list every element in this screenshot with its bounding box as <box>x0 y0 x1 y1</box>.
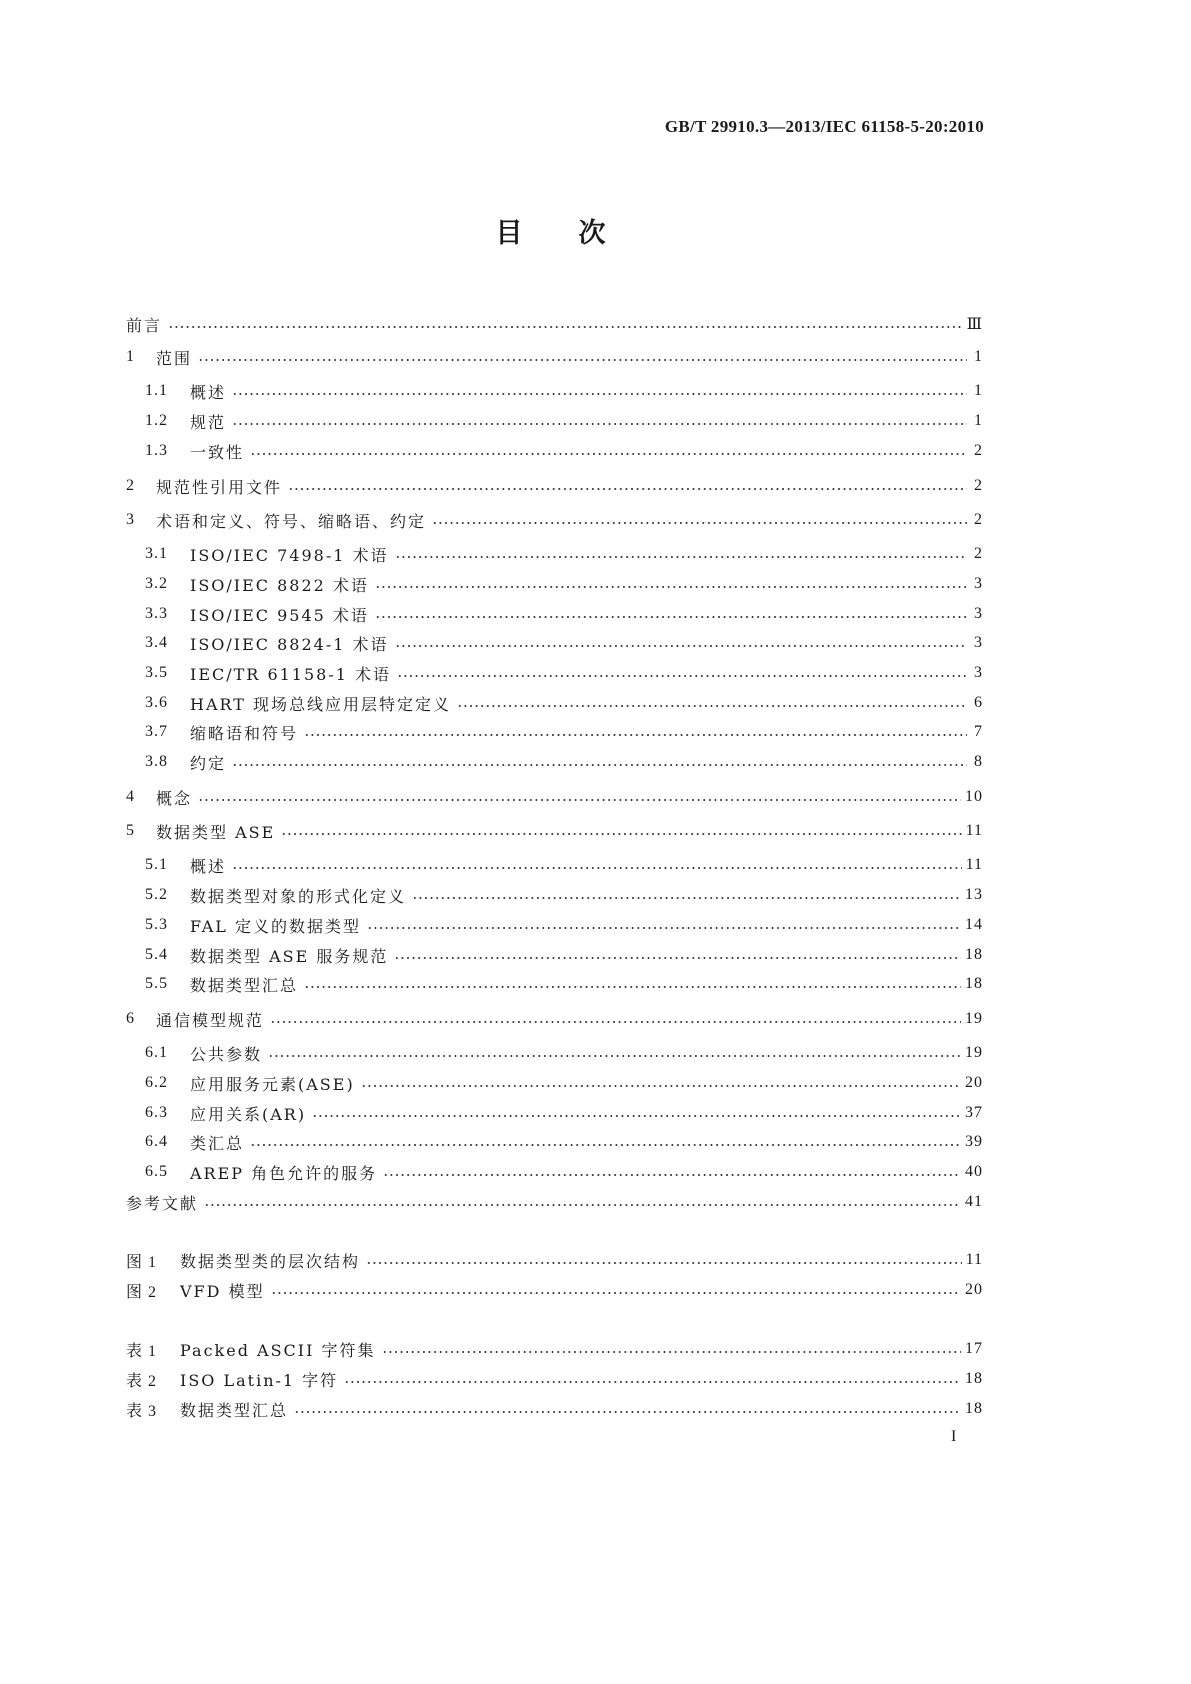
dot-leader <box>281 833 961 835</box>
toc-entry-page: 2 <box>974 442 983 459</box>
dot-leader <box>304 986 961 988</box>
dot-leader <box>397 675 967 677</box>
toc-entry[interactable] <box>126 1247 983 1273</box>
toc-entry-title: 概念 <box>156 788 193 808</box>
toc-entry-number: 3.8 <box>145 753 168 770</box>
toc-entry-number: 3.4 <box>145 634 168 651</box>
toc-entry[interactable] <box>145 378 983 404</box>
toc-entry-title: 参考文献 <box>126 1193 199 1213</box>
dot-leader <box>294 1411 961 1413</box>
toc-entry[interactable] <box>145 719 983 745</box>
toc-entry-number: 2 <box>126 477 135 494</box>
dot-leader <box>312 1115 961 1117</box>
toc-entry-title: 规范性引用文件 <box>156 477 283 497</box>
toc-entry-title: 应用服务元素(ASE) <box>190 1074 355 1094</box>
toc-entry-title: 应用关系(AR) <box>190 1104 307 1124</box>
dot-leader <box>271 1292 961 1294</box>
toc-entry-number: 3.1 <box>145 545 168 562</box>
toc-entry[interactable] <box>126 1189 983 1215</box>
toc-entry-page: 37 <box>965 1104 983 1121</box>
toc-entry-title: 概述 <box>190 856 227 876</box>
toc-entry[interactable] <box>126 1366 983 1392</box>
dot-leader <box>250 453 967 455</box>
toc-entry-page: 39 <box>965 1133 983 1150</box>
dot-leader <box>395 556 967 558</box>
toc-entry-page: 19 <box>965 1010 983 1027</box>
dot-leader <box>268 1055 961 1057</box>
toc-entry[interactable] <box>145 882 983 908</box>
dot-leader <box>198 359 967 361</box>
toc-entry-page: 1 <box>974 382 983 399</box>
toc-entry-page: 3 <box>974 634 983 651</box>
toc-entry-number: 3.3 <box>145 605 168 622</box>
toc-entry-number: 3 <box>126 511 135 528</box>
toc-entry[interactable] <box>145 1040 983 1066</box>
toc-entry-page: 13 <box>965 886 983 903</box>
toc-entry-page: 10 <box>965 788 983 805</box>
toc-entry-page: 3 <box>974 575 983 592</box>
dot-leader <box>383 1174 961 1176</box>
toc-entry-title: 公共参数 <box>190 1044 263 1064</box>
toc-entry-number: 5.2 <box>145 886 168 903</box>
dot-leader <box>457 705 967 707</box>
toc-entry-title: 数据类型类的层次结构 <box>180 1251 361 1271</box>
toc-entry-page: 40 <box>965 1163 983 1180</box>
toc-entry[interactable] <box>145 690 983 716</box>
toc-entry-page: 2 <box>974 511 983 528</box>
toc-entry-number: 5.3 <box>145 916 168 933</box>
toc-entry-page: 14 <box>965 916 983 933</box>
toc-entry-number: 6.3 <box>145 1104 168 1121</box>
toc-entry[interactable] <box>145 601 983 627</box>
toc-entry[interactable] <box>145 1129 983 1155</box>
toc-entry-number: 表 2 <box>126 1372 158 1390</box>
toc-entry-page: 3 <box>974 664 983 681</box>
toc-entry-page: 1 <box>974 348 983 365</box>
toc-entry-title: HART 现场总线应用层特定定义 <box>190 694 452 714</box>
toc-entry[interactable] <box>126 1396 983 1422</box>
toc-entry[interactable] <box>126 473 983 499</box>
toc-entry-page: 2 <box>974 545 983 562</box>
toc-entry-title: 类汇总 <box>190 1133 245 1153</box>
toc-entry-title: 约定 <box>190 753 227 773</box>
toc-entry[interactable] <box>145 408 983 434</box>
toc-entry[interactable] <box>145 660 983 686</box>
toc-entry-page: 11 <box>965 856 983 873</box>
dot-leader <box>232 423 967 425</box>
toc-entry-number: 6 <box>126 1010 135 1027</box>
dot-leader <box>250 1144 961 1146</box>
toc-entry[interactable] <box>145 630 983 656</box>
dot-leader <box>270 1021 961 1023</box>
toc-entry-number: 6.1 <box>145 1044 168 1061</box>
toc-entry-page: 6 <box>974 694 983 711</box>
toc-entry-page: 11 <box>965 822 983 839</box>
dot-leader <box>395 645 967 647</box>
toc-entry-number: 3.7 <box>145 723 168 740</box>
dot-leader <box>382 1351 961 1353</box>
toc-entry-page: 19 <box>965 1044 983 1061</box>
toc-entry-title: ISO/IEC 7498-1 术语 <box>190 545 389 565</box>
dot-leader <box>367 927 961 929</box>
toc-entry[interactable] <box>145 438 983 464</box>
toc-entry[interactable] <box>126 818 983 844</box>
toc-entry-title: 数据类型汇总 <box>190 975 299 995</box>
toc-entry-title: 通信模型规范 <box>156 1010 265 1030</box>
toc-entry[interactable] <box>145 971 983 997</box>
toc-entry-page: 17 <box>965 1340 983 1357</box>
page-title: 目次 <box>495 218 662 249</box>
dot-leader <box>232 867 962 869</box>
toc-entry-number: 6.5 <box>145 1163 168 1180</box>
dot-leader <box>288 488 967 490</box>
toc-entry-number: 1.3 <box>145 442 168 459</box>
toc-entry-title: 缩略语和符号 <box>190 723 299 743</box>
toc-entry-number: 1.2 <box>145 412 168 429</box>
toc-entry-number: 5.1 <box>145 856 168 873</box>
toc-entry[interactable] <box>145 1100 983 1126</box>
toc-entry-title: ISO/IEC 8822 术语 <box>190 575 369 595</box>
toc-entry-page: 41 <box>965 1193 983 1210</box>
toc-entry-page: 2 <box>974 477 983 494</box>
toc-entry-number: 图 1 <box>126 1253 158 1271</box>
toc-entry-title: 术语和定义、符号、缩略语、约定 <box>156 511 427 531</box>
toc-entry-number: 1 <box>126 348 135 365</box>
toc-entry-page: 7 <box>974 723 983 740</box>
dot-leader <box>432 522 967 524</box>
dot-leader <box>232 764 967 766</box>
toc-entry[interactable] <box>126 344 983 370</box>
toc-entry-page: 20 <box>965 1074 983 1091</box>
toc-entry-number: 图 2 <box>126 1283 158 1301</box>
toc-entry-title: 范围 <box>156 348 193 368</box>
toc-entry-title: 一致性 <box>190 442 245 462</box>
dot-leader <box>232 393 967 395</box>
toc-entry-number: 3.2 <box>145 575 168 592</box>
dot-leader <box>168 326 963 328</box>
toc-entry-title: FAL 定义的数据类型 <box>190 916 361 936</box>
toc-entry-page: 3 <box>974 605 983 622</box>
toc-entry-page: 18 <box>965 1370 983 1387</box>
dot-leader <box>366 1262 962 1264</box>
toc-entry[interactable] <box>145 1159 983 1185</box>
dot-leader <box>344 1381 961 1383</box>
dot-leader <box>361 1085 961 1087</box>
toc-entry-page: Ⅲ <box>966 316 983 333</box>
toc-entry-title: 数据类型 ASE <box>156 822 276 842</box>
toc-entry-number: 5.4 <box>145 946 168 963</box>
toc-entry-title: AREP 角色允许的服务 <box>190 1163 378 1183</box>
toc-entry-title: 规范 <box>190 412 227 432</box>
toc-entry-title: VFD 模型 <box>180 1281 265 1301</box>
toc-entry-number: 5.5 <box>145 975 168 992</box>
toc-entry-page: 18 <box>965 946 983 963</box>
standard-code: GB/T 29910.3—2013/IEC 61158-5-20:2010 <box>664 117 984 136</box>
toc-entry-number: 表 1 <box>126 1342 158 1360</box>
toc-entry-page: 11 <box>965 1251 983 1268</box>
toc-entry-number: 3.6 <box>145 694 168 711</box>
toc-entry[interactable] <box>145 942 983 968</box>
toc-entry-title: 概述 <box>190 382 227 402</box>
toc-entry-title: 数据类型对象的形式化定义 <box>190 886 407 906</box>
toc-entry[interactable] <box>126 1277 983 1303</box>
toc-entry-page: 18 <box>965 975 983 992</box>
toc-entry[interactable] <box>126 784 983 810</box>
dot-leader <box>304 734 967 736</box>
toc-entry-number: 4 <box>126 788 135 805</box>
toc-entry[interactable] <box>145 749 983 775</box>
toc-entry[interactable] <box>145 912 983 938</box>
toc-entry-title: Packed ASCII 字符集 <box>180 1340 376 1360</box>
toc-entry[interactable] <box>126 507 983 533</box>
toc-entry-number: 3.5 <box>145 664 168 681</box>
dot-leader <box>375 586 967 588</box>
dot-leader <box>375 616 967 618</box>
toc-entry-title: ISO Latin-1 字符 <box>180 1370 339 1390</box>
toc-entry-title: 数据类型 ASE 服务规范 <box>190 946 389 966</box>
dot-leader <box>204 1204 961 1206</box>
toc-entry[interactable] <box>126 1006 983 1032</box>
toc-entry-title: ISO/IEC 8824-1 术语 <box>190 634 389 654</box>
toc-entry-number: 5 <box>126 822 135 839</box>
toc-entry-title: ISO/IEC 9545 术语 <box>190 605 369 625</box>
toc-entry-number: 6.4 <box>145 1133 168 1150</box>
toc-entry[interactable] <box>126 1336 983 1362</box>
toc-entry[interactable] <box>145 541 983 567</box>
toc-entry-number: 6.2 <box>145 1074 168 1091</box>
toc-entry[interactable] <box>145 571 983 597</box>
toc-entry-page: 18 <box>965 1400 983 1417</box>
toc-entry-title: IEC/TR 61158-1 术语 <box>190 664 392 684</box>
toc-entry-page: 8 <box>974 753 983 770</box>
dot-leader <box>198 799 961 801</box>
page-number: I <box>951 1428 957 1445</box>
toc-entry[interactable] <box>145 1070 983 1096</box>
toc-entry-number: 1.1 <box>145 382 168 399</box>
toc-entry-number: 表 3 <box>126 1402 158 1420</box>
toc-entry-title: 前言 <box>126 315 163 335</box>
dot-leader <box>394 957 961 959</box>
toc-entry[interactable] <box>126 311 983 337</box>
toc-entry-page: 20 <box>965 1281 983 1298</box>
toc-entry-page: 1 <box>974 412 983 429</box>
dot-leader <box>412 897 961 899</box>
toc-entry[interactable] <box>145 852 983 878</box>
toc-entry-title: 数据类型汇总 <box>180 1400 289 1420</box>
